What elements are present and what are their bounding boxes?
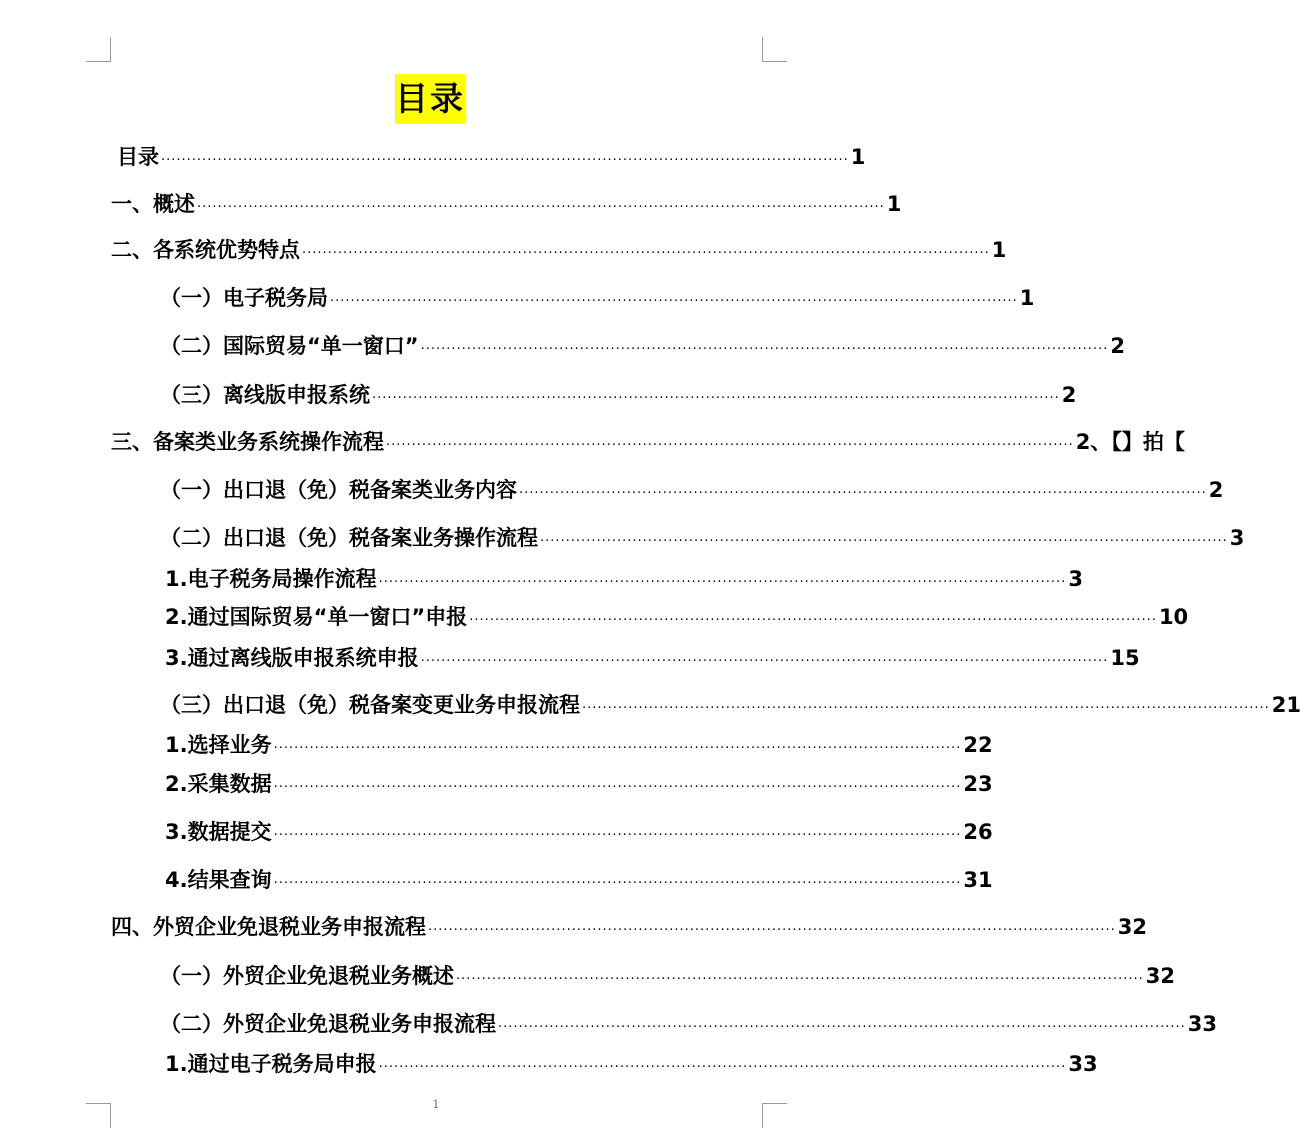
toc-entry[interactable] [165, 817, 993, 847]
toc-leader: ······································································································································ [372, 391, 1060, 406]
toc-entry-page: 1 [1019, 286, 1035, 310]
toc-entry[interactable] [165, 564, 1083, 594]
toc-entry-label: 目录 [117, 145, 159, 169]
toc-entry-page: 23 [963, 772, 993, 796]
toc-entry[interactable] [160, 283, 1035, 313]
toc-leader: ······································································································································ [161, 153, 849, 168]
toc-entry[interactable] [165, 602, 1189, 632]
toc-entry-page: 3 [1068, 567, 1083, 591]
toc-entry-page: 33 [1068, 1052, 1098, 1076]
toc-entry[interactable] [160, 331, 1125, 361]
toc-entry-label: 1.选择业务 [165, 733, 272, 757]
toc-entry[interactable] [117, 142, 866, 172]
toc-entry-label: （二）国际贸易“单一窗口” [160, 334, 419, 358]
toc-entry-page: 32 [1117, 915, 1147, 939]
toc-leader: ······································································································································ [273, 741, 962, 756]
toc-leader: ······································································································································ [469, 613, 1157, 628]
toc-leader: ······································································································································ [420, 654, 1109, 669]
toc-leader: ······································································································································ [582, 701, 1270, 716]
toc-entry[interactable] [111, 427, 1185, 457]
page-title: 目录 [395, 74, 465, 124]
toc-entry-page: 2、【】拍【 [1075, 430, 1185, 454]
toc-entry-page: 2 [1208, 478, 1224, 502]
toc-leader: ······································································································································ [540, 534, 1228, 549]
toc-entry-page: 21 [1271, 693, 1301, 717]
toc-entry-label: 1.电子税务局操作流程 [165, 567, 377, 591]
toc-entry[interactable] [160, 690, 1301, 720]
toc-entry-page: 10 [1158, 605, 1189, 629]
toc-entry[interactable] [165, 1049, 1098, 1079]
toc-leader: ······································································································································ [456, 972, 1144, 987]
toc-leader: ······································································································································ [519, 486, 1207, 501]
toc-entry[interactable] [165, 769, 993, 799]
toc-entry-label: 3.通过离线版申报系统申报 [165, 646, 419, 670]
toc-entry-page: 15 [1110, 646, 1140, 670]
toc-leader: ······································································································································ [302, 246, 990, 261]
toc-entry-label: 二、各系统优势特点 [111, 238, 300, 262]
toc-entry-label: （三）出口退（免）税备案变更业务申报流程 [160, 693, 580, 717]
toc-leader: ······································································································································ [498, 1020, 1186, 1035]
toc-entry[interactable] [111, 912, 1147, 942]
toc-entry-page: 2 [1061, 383, 1077, 407]
footer-page-number: 1 [432, 1098, 440, 1111]
toc-entry-label: 四、外贸企业免退税业务申报流程 [111, 915, 426, 939]
toc-entry[interactable] [160, 475, 1224, 505]
crop-mark-top-left [86, 37, 111, 62]
toc-entry-page: 1 [850, 145, 866, 169]
toc-entry-page: 22 [963, 733, 993, 757]
toc-entry-label: （一）外贸企业免退税业务概述 [160, 964, 454, 988]
toc-entry-label: （二）出口退（免）税备案业务操作流程 [160, 526, 538, 550]
toc-entry-label: 1.通过电子税务局申报 [165, 1052, 377, 1076]
toc-entry[interactable] [160, 380, 1077, 410]
toc-entry-label: （三）离线版申报系统 [160, 383, 370, 407]
toc-leader: ······································································································································ [378, 575, 1067, 590]
toc-entry[interactable] [111, 235, 1007, 265]
toc-leader: ······································································································································ [428, 923, 1116, 938]
toc-entry-label: （二）外贸企业免退税业务申报流程 [160, 1012, 496, 1036]
toc-entry-label: 3.数据提交 [165, 820, 272, 844]
toc-entry-label: 一、概述 [111, 192, 195, 216]
crop-mark-top-right [762, 37, 787, 62]
toc-leader: ······································································································································ [378, 1060, 1067, 1075]
toc-leader: ······································································································································ [330, 294, 1018, 309]
toc-leader: ······································································································································ [273, 780, 962, 795]
toc-entry[interactable] [160, 961, 1175, 991]
toc-entry-label: 2.采集数据 [165, 772, 272, 796]
toc-entry-page: 1 [886, 192, 902, 216]
toc-entry[interactable] [160, 523, 1245, 553]
toc-entry-page: 1 [991, 238, 1007, 262]
toc-entry-page: 26 [963, 820, 993, 844]
toc-entry-page: 33 [1187, 1012, 1217, 1036]
toc-entry-label: 三、备案类业务系统操作流程 [111, 430, 384, 454]
toc-leader: ······································································································································ [197, 200, 885, 215]
toc-entry-label: 4.结果查询 [165, 868, 272, 892]
toc-entry-page: 32 [1145, 964, 1175, 988]
toc-entry[interactable] [165, 643, 1140, 673]
toc-entry[interactable] [111, 189, 902, 219]
toc-entry-label: 2.通过国际贸易“单一窗口”申报 [165, 605, 468, 629]
toc-entry-page: 31 [963, 868, 993, 892]
toc-leader: ······································································································································ [386, 438, 1074, 453]
toc-leader: ······································································································································ [273, 828, 962, 843]
toc-leader: ······································································································································ [273, 876, 962, 891]
toc-entry-label: （一）电子税务局 [160, 286, 328, 310]
toc-entry-page: 2 [1110, 334, 1125, 358]
toc-leader: ······································································································································ [420, 342, 1109, 357]
toc-entry-label: （一）出口退（免）税备案类业务内容 [160, 478, 517, 502]
toc-entry[interactable] [160, 1009, 1217, 1039]
toc-entry-page: 3 [1229, 526, 1245, 550]
toc-entry[interactable] [165, 730, 993, 760]
toc-entry[interactable] [165, 865, 993, 895]
